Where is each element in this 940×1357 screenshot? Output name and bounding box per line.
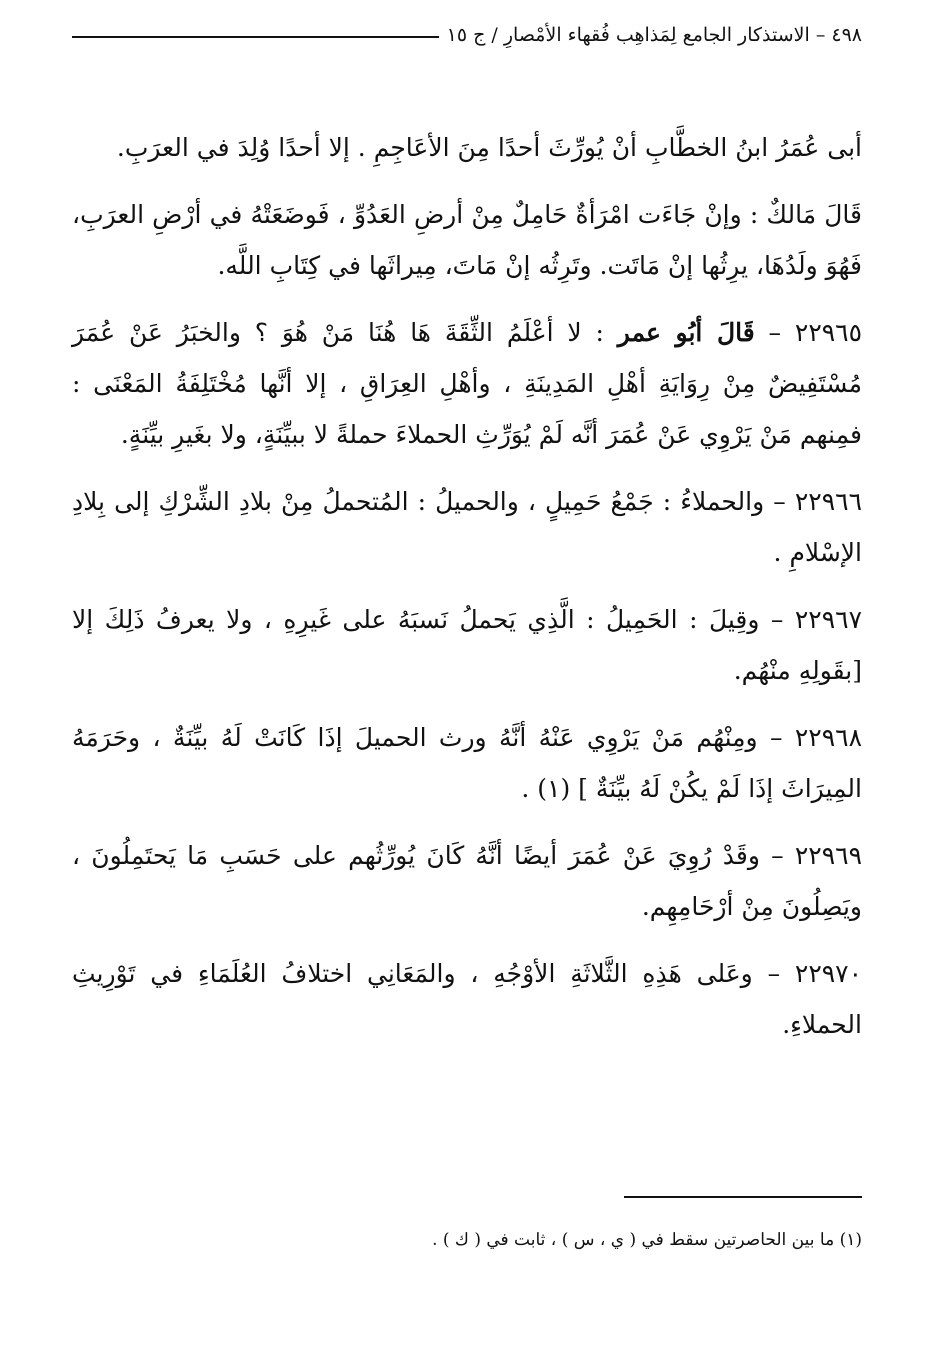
paragraph-number: ٢٢٩٦٧ – [770, 605, 862, 634]
header-rule [72, 36, 439, 38]
footnote-rule [624, 1196, 862, 1198]
paragraph-text: وقِيلَ : الحَمِيلُ : الَّذِي يَحملُ نَسبَهُ على غَيرِهِ ، ولا يعرفُ ذَلِكَ إلا [بقَولِهِ منْهُم. [72, 605, 862, 685]
paragraph [72, 948, 862, 1050]
paragraph-text: وقَدْ رُوِيَ عَنْ عُمَرَ أيضًا أنَّهُ كَانَ يُورِّثُهم على حَسَبِ مَا يَحتَمِلُونَ ، ويَصِلُونَ مِنْ أرْحَامِهِم. [72, 841, 862, 921]
paragraph [72, 476, 862, 578]
speaker-label: قَالَ أبُو عمر [617, 318, 755, 347]
paragraph [72, 712, 862, 814]
paragraph-number: ٢٢٩٦٩ – [771, 841, 863, 870]
paragraph-text: وعَلى هَذِهِ الثَّلاثَةِ الأوْجُهِ ، والمَعَانِي اختلافُ العُلَمَاءِ في تَوْرِيثِ الحملاءِ. [72, 959, 862, 1039]
paragraph-number: ٢٢٩٦٥ – [768, 318, 863, 347]
paragraph-text: قَالَ مَالكٌ : وإنْ جَاءَت امْرَأةٌ حَامِلٌ مِنْ أرضِ العَدُوِّ ، فَوضَعَتْهُ في أرْضِ العرَبِ، فَهُوَ ولَدُهَا، يرِثُها إنْ مَاتَت. وتَرِثُه إنْ مَاتَ، مِيراثَها في كِتَابِ اللَّه. [72, 200, 862, 280]
paragraph [72, 594, 862, 696]
paragraph [72, 830, 862, 932]
main-text [72, 122, 862, 1066]
paragraph-text: والحملاءُ : جَمْعُ حَمِيلٍ ، والحميلُ : المُتحملُ مِنْ بلادِ الشِّرْكِ إلى بِلادِ الإسْلامِ . [72, 487, 862, 567]
running-header [72, 8, 862, 48]
footnote-text: (١) ما بين الحاصرتين سقط في ( ي ، س ) ، ثابت في ( ك ) . [432, 1230, 862, 1250]
header-title: ٤٩٨ – الاستذكار الجامع لِمَذاهِب فُقهاء الأمْصارِ / ج ١٥ [446, 24, 862, 46]
paragraph-text: ومِنْهُم مَنْ يَرْوِي عَنْهُ أنَّهُ ورث الحميلَ إذَا كَانَتْ لَهُ بيِّنَةٌ ، وحَرَمَهُ المِيرَاثَ إذَا لَمْ يكُنْ لَهُ بيِّنَةٌ ] (١) . [72, 723, 862, 803]
paragraph [72, 122, 862, 173]
paragraph-text: أبى عُمَرُ ابنُ الخطَّابِ أنْ يُورِّثَ أحدًا مِنَ الأعَاجِمِ . إلا أحدًا وُلِدَ في العرَبِ. [116, 133, 862, 162]
paragraph [72, 307, 862, 460]
paragraph-number: ٢٢٩٦٦ – [773, 487, 862, 516]
footnote [72, 1226, 862, 1254]
paragraph [72, 189, 862, 291]
paragraph-text: : لا أعْلَمُ الثِّقَةَ هَا هُنَا مَنْ هُوَ ؟ والخبَرُ عَنْ عُمَرَ مُسْتَفِيضٌ مِنْ رِوَايَةِ أهْلِ المَدِينَةِ ، وأهْلِ العِرَاقِ ، إلا أنَّها مُخْتَلِفَةُ المَعْنَى : فمِنهم مَنْ يَرْوِي عَنْ عُمَرَ أنَّه لَمْ يُوَرِّثِ الحملاءَ حملةً لا ببيِّنَةٍ، ولا بغَيرِ بيِّنَةٍ. [72, 318, 862, 449]
paragraph-number: ٢٢٩٦٨ – [769, 723, 862, 752]
paragraph-number: ٢٢٩٧٠ – [767, 959, 863, 988]
